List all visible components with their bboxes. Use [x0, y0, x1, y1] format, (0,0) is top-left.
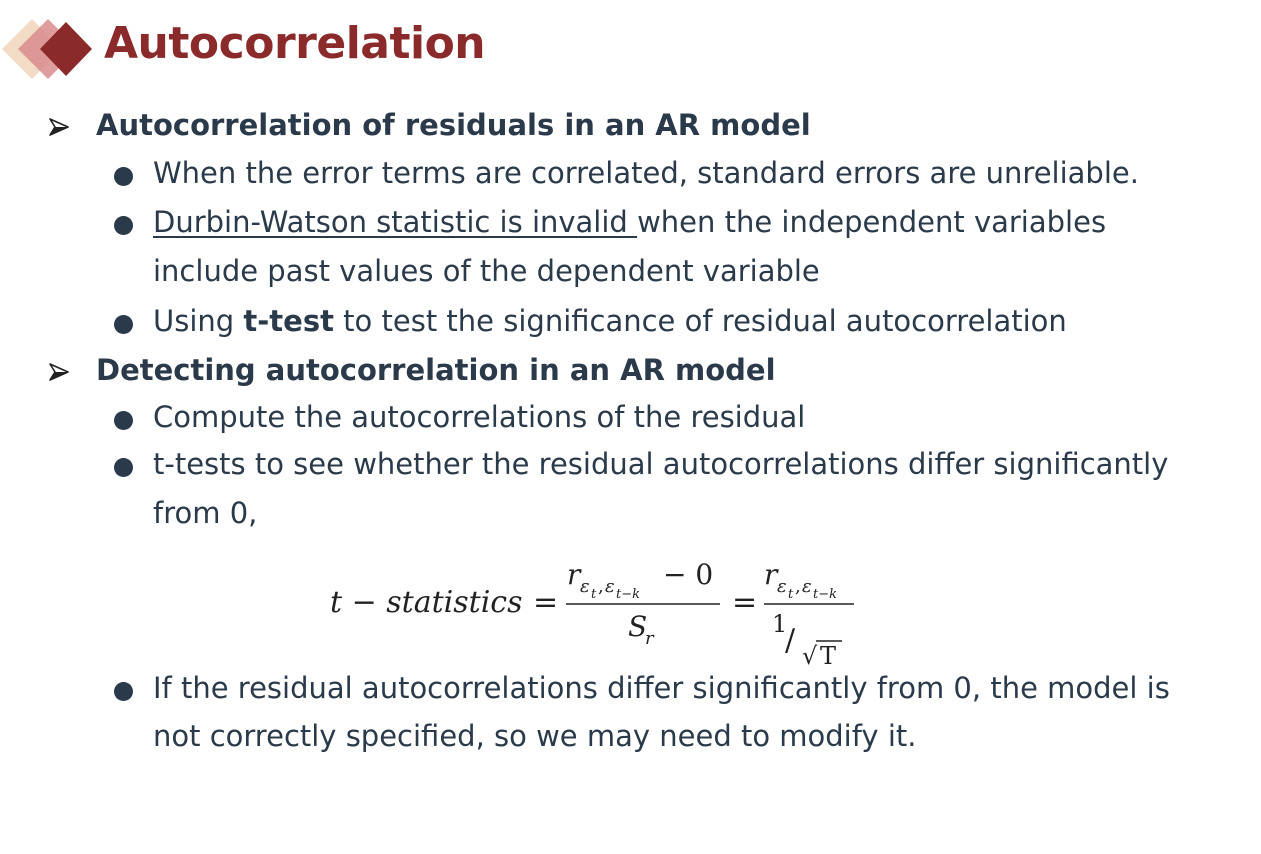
formula-numerator2-sub-t: t — [788, 587, 794, 602]
bullet-text — [153, 205, 1106, 239]
formula-numerator2-sub2: ε — [802, 576, 812, 597]
formula-numerator-sub: ε — [580, 576, 590, 597]
section-heading: Autocorrelation of residuals in an AR model — [96, 108, 811, 142]
formula-lhs: t − statistics — [330, 585, 523, 620]
formula-numerator2-comma: , — [795, 576, 801, 597]
formula-den-slash: / — [785, 623, 796, 658]
bullet-text-rest: when the independent variables — [637, 205, 1107, 239]
logo-diamonds-icon — [0, 14, 100, 84]
formula-numerator-comma: , — [598, 576, 604, 597]
formula-numerator-sub-t: t — [591, 587, 597, 602]
formula-numerator-r: r — [567, 558, 581, 591]
t-statistic-formula — [330, 552, 890, 672]
bullet-text-continuation: from 0, — [153, 496, 258, 530]
bold-text: t-test — [243, 304, 334, 338]
formula-denominator-s: S — [628, 610, 648, 643]
formula-den-one: 1 — [772, 610, 788, 638]
formula-numerator-sub2: ε — [605, 576, 615, 597]
formula-minus-zero: − 0 — [663, 558, 714, 591]
underlined-text: Durbin-Watson statistic is invalid — [153, 205, 638, 239]
arrow-bullet-icon — [48, 361, 70, 383]
bullet-dot-icon — [114, 216, 133, 235]
bullet-text: When the error terms are correlated, standard errors are unreliable. — [153, 156, 1139, 190]
bullet-text-post: to test the significance of residual autocorrelation — [333, 304, 1067, 338]
formula-den-root: √ — [802, 642, 818, 670]
bullet-text-continuation: include past values of the dependent variable — [153, 254, 820, 288]
bullet-dot-icon — [114, 167, 133, 186]
bullet-text-continuation: not correctly specified, so we may need to modify it. — [153, 719, 917, 753]
bullet-text: t-tests to see whether the residual autocorrelations differ significantly — [153, 447, 1169, 481]
bullet-text: If the residual autocorrelations differ significantly from 0, the model is — [153, 671, 1170, 705]
formula-numerator2-r: r — [764, 558, 778, 591]
bullet-dot-icon — [114, 458, 133, 477]
slide-title: Autocorrelation — [104, 18, 486, 69]
formula-numerator-sub2-idx: t−k — [616, 587, 640, 602]
bullet-text-pre: Using — [153, 304, 244, 338]
arrow-bullet-icon — [48, 116, 70, 138]
section-heading: Detecting autocorrelation in an AR model — [96, 353, 776, 387]
formula-numerator2-sub: ε — [777, 576, 787, 597]
bullet-text — [153, 304, 1067, 338]
bullet-dot-icon — [114, 411, 133, 430]
formula-den-T: T — [820, 642, 837, 670]
formula-equals-2: = — [732, 585, 758, 620]
bullet-dot-icon — [114, 315, 133, 334]
formula-numerator2-sub2-idx: t−k — [813, 587, 837, 602]
formula-denominator-sub: r — [645, 628, 654, 649]
bullet-text: Compute the autocorrelations of the residual — [153, 400, 806, 434]
formula-equals: = — [533, 585, 559, 620]
bullet-dot-icon — [114, 682, 133, 701]
